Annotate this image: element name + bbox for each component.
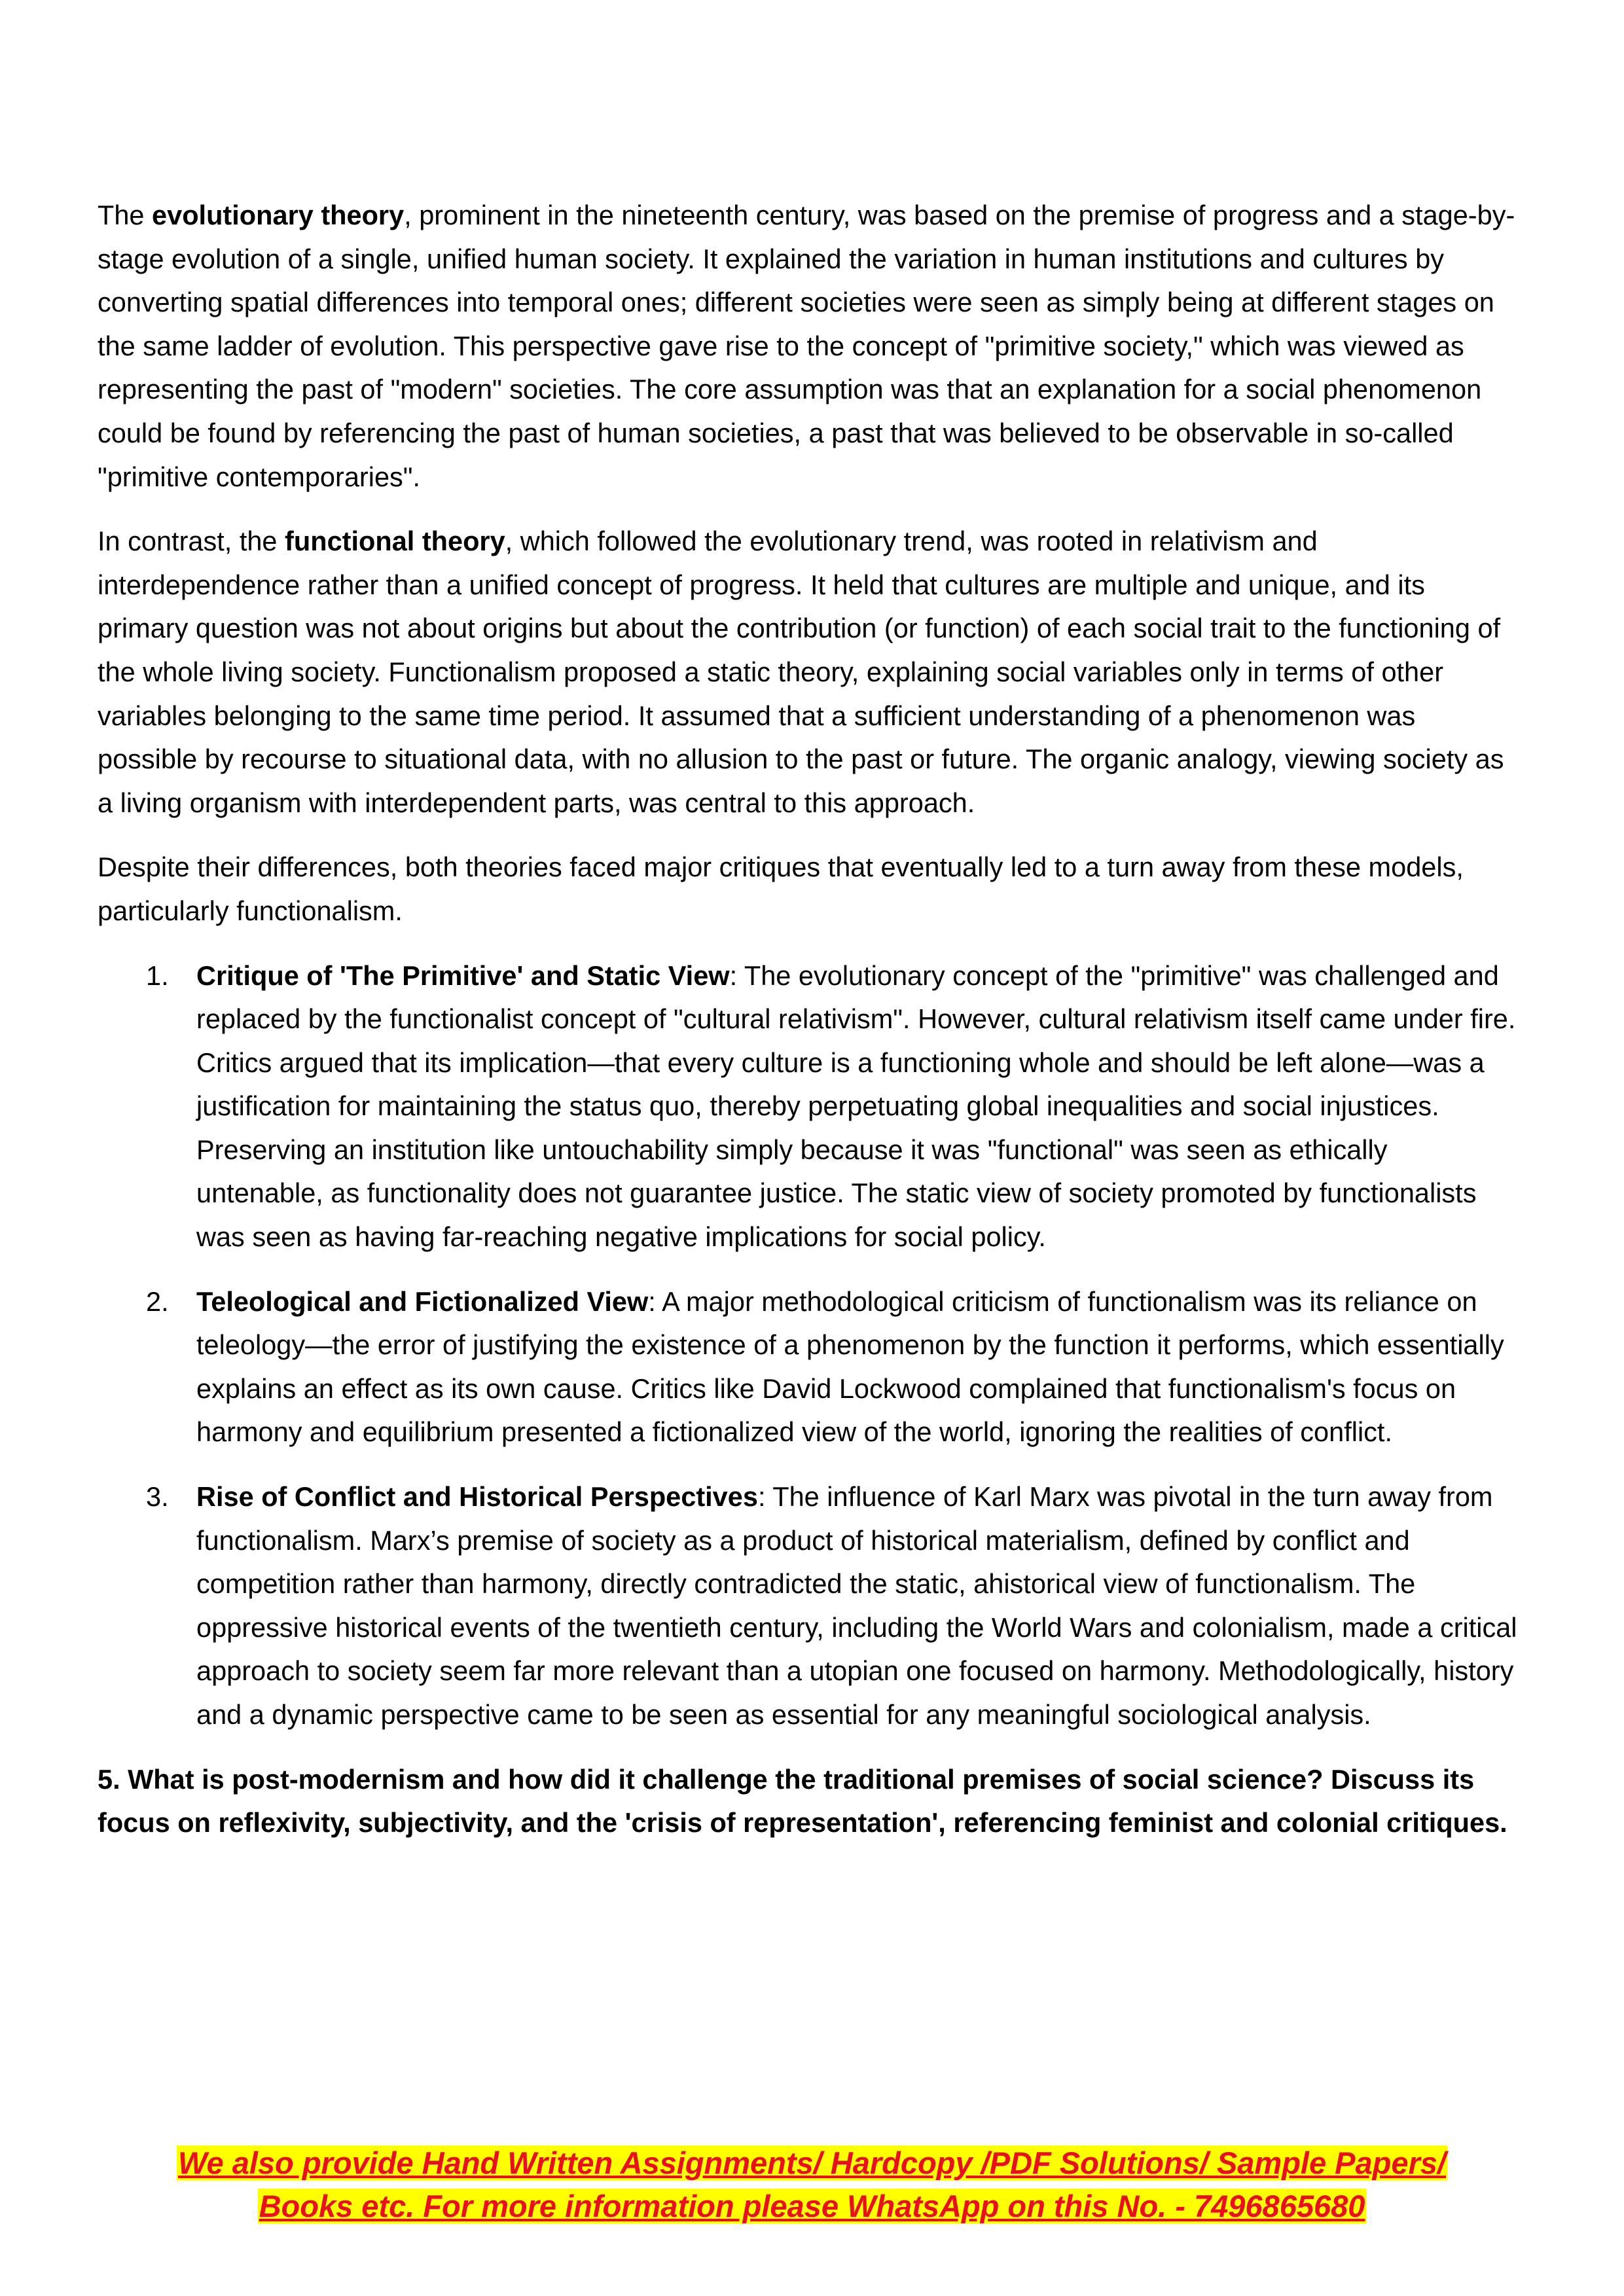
promo-line — [0, 2142, 1624, 2185]
paragraph-text: , which followed the evolutionary trend, was rooted in relativism and interdependence rather than a unified concept of progress. It held that cultures are multiple and unique, and its primary question was not about origins but about the contribution (or function) of each social trait to the functioning of the whole living society. Functionalism proposed a static theory, explaining social variables only in terms of other variables belonging to the same time period. It assumed that a sufficient understanding of a phenomenon was possible by recourse to situational data, with no allusion to the past or future. The organic analogy, viewing society as a living organism with interdependent parts, was central to this approach. — [98, 526, 1504, 818]
list-item-title: Rise of Conflict and Historical Perspectives — [196, 1481, 758, 1513]
critiques-list — [98, 954, 1518, 1737]
list-item — [98, 954, 1518, 1259]
list-item-number: 3. — [146, 1481, 169, 1513]
list-item-title: Critique of 'The Primitive' and Static View — [196, 960, 730, 991]
question-heading: 5. What is post-modernism and how did it challenge the traditional premises of social science? Discuss its focus on reflexivity, subjectivity, and the 'crisis of representation', referencing feminist and colonial critiques. — [98, 1763, 1507, 1839]
list-item — [98, 1475, 1518, 1737]
paragraph-text: , prominent in the nineteenth century, was based on the premise of progress and a stage-by-stage evolution of a single, unified human society. It explained the variation in human institutions and cultures by converting spatial differences into temporal ones; different societies were seen as simply being at different stages on the same ladder of evolution. This perspective gave rise to the concept of "primitive society," which was viewed as representing the past of "modern" societies. The core assumption was that an explanation for a social phenomenon could be found by referencing the past of human societies, a past that was believed to be observable in so-called "primitive contemporaries". — [98, 200, 1515, 492]
list-item-text: : The evolutionary concept of the "primitive" was challenged and replaced by the functionalist concept of "cultural relativism". However, cultural relativism itself came under fire. Critics argued that its implication—that every culture is a functioning whole and should be left alone—was a justification for maintaining the status quo, thereby perpetuating global inequalities and social injustices. Preserving an institution like untouchability simply because it was "functional" was seen as ethically untenable, as functionality does not guarantee justice. The static view of society promoted by functionalists was seen as having far-reaching negative implications for social policy. — [196, 960, 1516, 1253]
list-item-number: 1. — [146, 960, 169, 991]
list-item-number: 2. — [146, 1285, 169, 1317]
paragraph-critiques-intro — [98, 846, 1518, 933]
paragraph-prefix: The — [98, 200, 153, 230]
paragraph-evolutionary-theory — [98, 194, 1518, 499]
list-item-text: : A major methodological criticism of functionalism was its reliance on teleology—the error of justifying the existence of a phenomenon by the function it performs, which essentially explains an effect as its own cause. Critics like David Lockwood complained that functionalism's focus on harmony and equilibrium presented a fictionalized view of the world, ignoring the realities of conflict. — [196, 1285, 1504, 1448]
list-item — [98, 1280, 1518, 1454]
term-evolutionary-theory: evolutionary theory — [152, 200, 405, 230]
promo-footer — [0, 2142, 1624, 2228]
list-item-title: Teleological and Fictionalized View — [196, 1285, 649, 1317]
paragraph-prefix: In contrast, the — [98, 526, 285, 557]
promo-line — [0, 2185, 1624, 2228]
list-item-text: : The influence of Karl Marx was pivotal in the turn away from functionalism. Marx’s premise of society as a product of historical materialism, defined by conflict and competition rather than harmony, directly contradicted the static, ahistorical view of functionalism. The oppressive historical events of the twentieth century, including the World Wars and colonialism, made a critical approach to society seem far more relevant than a utopian one focused on harmony. Methodologically, history and a dynamic perspective came to be seen as essential for any meaningful sociological analysis. — [196, 1481, 1517, 1730]
term-functional-theory: functional theory — [285, 526, 505, 557]
promo-text: Books etc. For more information please WhatsApp on this No. - 7496865680 — [259, 2189, 1365, 2223]
paragraph-functional-theory — [98, 520, 1518, 825]
document-body — [98, 194, 1518, 1845]
paragraph-text: Despite their differences, both theories faced major critiques that eventually led to a turn away from these models, particularly functionalism. — [98, 852, 1464, 926]
promo-text: We also provide Hand Written Assignments/ Hardcopy /PDF Solutions/ Sample Papers/ — [178, 2145, 1446, 2180]
